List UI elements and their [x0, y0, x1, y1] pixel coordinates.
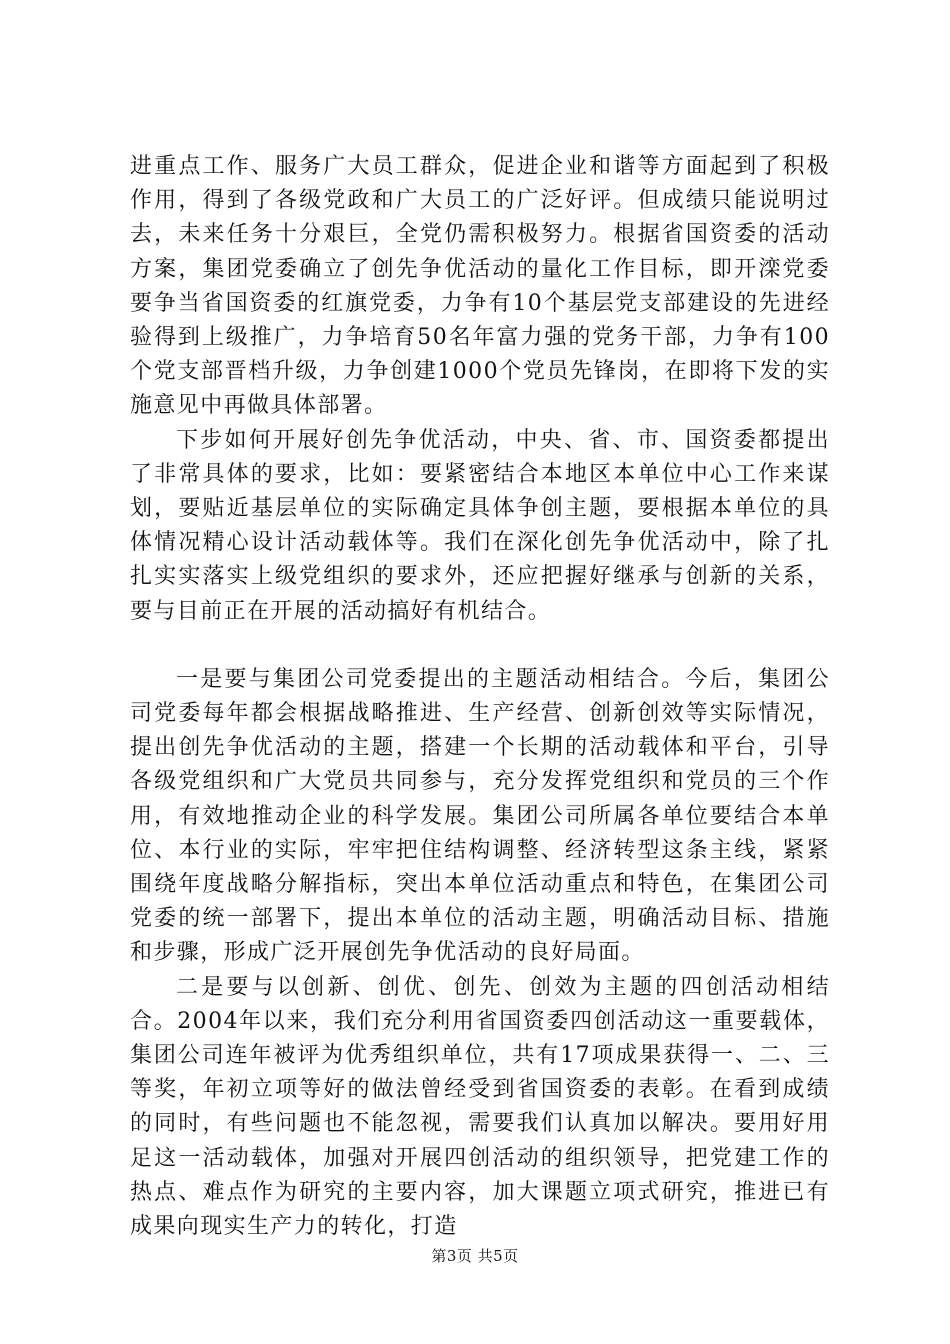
document-body	[130, 150, 830, 1244]
paragraph-point-two: 二是要与以创新、创优、创先、创效为主题的四创活动相结合。2004年以来，我们充分利用省国资委四创活动这一重要载体，集团公司连年被评为优秀组织单位，共有17项成果获得一、二、三等奖，年初立项等好的做法曾经受到省国资委的表彰。在看到成绩的同时，有些问题也不能忽视，需要我们认真加以解决。要用好用足这一活动载体，加强对开展四创活动的组织领导，把党建工作的热点、难点作为研究的主要内容，加大课题立项式研究，推进已有成果向现实生产力的转化，打造	[130, 974, 830, 1240]
page-number-footer: 第3页 共5页	[431, 1247, 519, 1265]
paragraph-point-one: 一是要与集团公司党委提出的主题活动相结合。今后，集团公司党委每年都会根据战略推进、生产经营、创新创效等实际情况，提出创先争优活动的主题，搭建一个长期的活动载体和平台，引导各级党组织和广大党员共同参与，充分发挥党组织和党员的三个作用，有效地推动企业的科学发展。集团公司所属各单位要结合本单位、本行业的实际，牢牢把住结构调整、经济转型这条主线，紧紧围绕年度战略分解指标，突出本单位活动重点和特色，在集团公司党委的统一部署下，提出本单位的活动主题，明确活动目标、措施和步骤，形成广泛开展创先争优活动的良好局面。	[130, 666, 830, 966]
paragraph-next-steps: 下步如何开展好创先争优活动，中央、省、市、国资委都提出了非常具体的要求，比如：要紧密结合本地区本单位中心工作来谋划，要贴近基层单位的实际确定具体争创主题，要根据本单位的具体情况精心设计活动载体等。我们在深化创先争优活动中，除了扎扎实实落实上级党组织的要求外，还应把握好继承与创新的关系，要与目前正在开展的活动搞好有机结合。	[130, 427, 830, 624]
paragraph-continuation: 进重点工作、服务广大员工群众，促进企业和谐等方面起到了积极作用，得到了各级党政和广大员工的广泛好评。但成绩只能说明过去，未来任务十分艰巨，全党仍需积极努力。根据省国资委的活动方案，集团党委确立了创先争优活动的量化工作目标，即开滦党委要争当省国资委的红旗党委，力争有10个基层党支部建设的先进经验得到上级推广，力争培育50名年富力强的党务干部，力争有100个党支部晋档升级，力争创建1000个党员先锋岗，在即将下发的实施意见中再做具体部署。	[130, 154, 830, 419]
